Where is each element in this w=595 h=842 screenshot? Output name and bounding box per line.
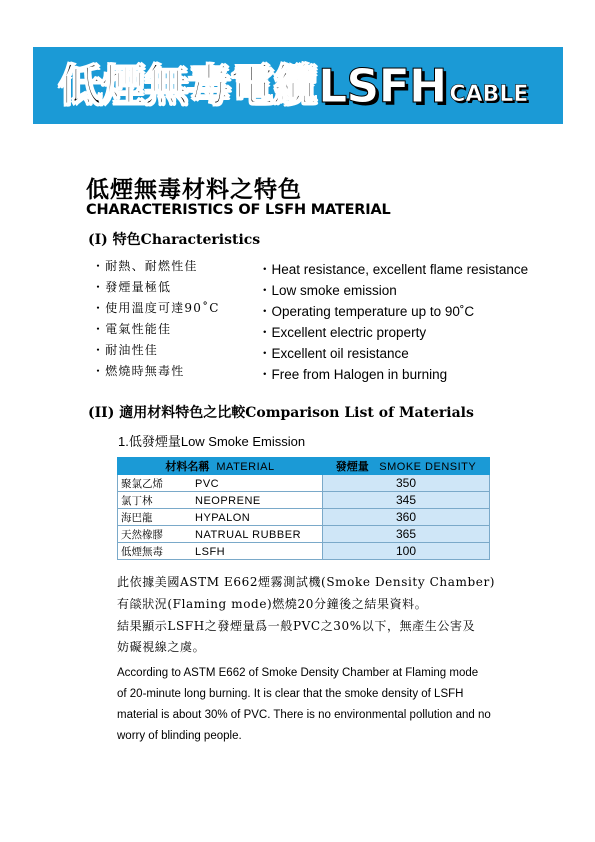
table-header-row <box>118 458 490 475</box>
banner-title-cable: CABLE <box>449 82 529 107</box>
note-en-line: material is about 30% of PVC. There is no environmental pollution and no <box>117 709 491 721</box>
material-cell <box>118 475 323 492</box>
table-row <box>118 543 490 560</box>
banner-title <box>58 54 528 114</box>
feature-cn: ・燃燒時無毒性 <box>92 364 185 378</box>
characteristics-list <box>92 254 562 380</box>
material-en: PVC <box>195 477 220 490</box>
density-value: 365 <box>323 526 490 543</box>
heading-en: CHARACTERISTICS OF LSFH MATERIAL <box>86 202 391 218</box>
material-cn: 聚氯乙烯 <box>121 477 163 490</box>
density-value: 350 <box>323 475 490 492</box>
header-density-cn: 發煙量 <box>335 460 369 473</box>
list-item <box>92 317 562 338</box>
material-cn: 低煙無毒 <box>121 545 163 558</box>
density-value: 345 <box>323 492 490 509</box>
feature-en: ・Low smoke emission <box>258 283 397 298</box>
section1-title: (I) 特色Characteristics <box>88 232 261 248</box>
material-en: HYPALON <box>195 511 251 524</box>
feature-en: ・Heat resistance, excellent flame resistance <box>258 262 529 277</box>
header-material-en: MATERIAL <box>216 461 275 473</box>
list-item <box>92 338 562 359</box>
banner-title-lsfh: LSFH <box>318 59 447 113</box>
table-row <box>118 526 490 543</box>
feature-cn: ・發煙量極低 <box>92 280 172 294</box>
density-value: 360 <box>323 509 490 526</box>
list-item <box>92 359 562 380</box>
table-row <box>118 509 490 526</box>
material-en: NATRUAL RUBBER <box>195 528 302 541</box>
material-cn: 海巴龍 <box>121 511 153 524</box>
note-en-line: worry of blinding people. <box>117 730 242 742</box>
feature-cn: ・電氣性能佳 <box>92 322 172 336</box>
note-en-line: According to ASTM E662 of Smoke Density Chamber at Flaming mode <box>117 667 479 679</box>
material-en: NEOPRENE <box>195 494 261 507</box>
material-cell <box>118 526 323 543</box>
note-en-line: of 20-minute long burning. It is clear that the smoke density of LSFH <box>117 688 464 700</box>
density-value: 100 <box>323 543 490 560</box>
feature-cn: ・使用溫度可達90˚C <box>92 301 220 315</box>
table-row <box>118 475 490 492</box>
smoke-density-table <box>117 457 490 560</box>
feature-en: ・Excellent electric property <box>258 325 427 340</box>
list-item <box>92 275 562 296</box>
header-material-cn: 材料名稱 <box>165 460 210 473</box>
note-cn-line: 此依據美國ASTM E662煙霧測試機(Smoke Density Chamber) <box>117 575 496 589</box>
header-density <box>323 458 490 475</box>
material-cn: 氯丁林 <box>121 494 153 507</box>
feature-en: ・Operating temperature up to 90˚C <box>258 304 475 319</box>
feature-cn: ・耐熱、耐燃性佳 <box>92 259 198 273</box>
material-cell <box>118 492 323 509</box>
material-cell <box>118 509 323 526</box>
material-cell <box>118 543 323 560</box>
banner-title-cn: 低煙無毒電纜 <box>58 60 316 111</box>
list-item <box>92 254 562 275</box>
note-cn-line: 妨礙視線之虞。 <box>117 640 206 654</box>
note-cn-line: 結果顯示LSFH之發煙量爲一般PVC之30%以下，無產生公害及 <box>117 619 476 633</box>
list-item <box>92 296 562 317</box>
table-row <box>118 492 490 509</box>
note-cn-line: 有燄狀況(Flaming mode)燃燒20分鐘後之結果資料。 <box>117 597 428 611</box>
heading-cn: 低煙無毒材料之特色 <box>86 177 302 203</box>
feature-en: ・Free from Halogen in burning <box>258 367 448 382</box>
feature-en: ・Excellent oil resistance <box>258 346 409 361</box>
header-density-en: SMOKE DENSITY <box>379 461 477 473</box>
section2-title: (II) 適用材料特色之比較Comparison List of Materials <box>88 405 474 421</box>
section2-subtitle: 1.低發煙量Low Smoke Emission <box>118 434 306 449</box>
feature-cn: ・耐油性佳 <box>92 343 159 357</box>
material-en: LSFH <box>195 545 226 558</box>
material-cn: 天然橡膠 <box>121 528 163 541</box>
header-material <box>118 458 323 475</box>
